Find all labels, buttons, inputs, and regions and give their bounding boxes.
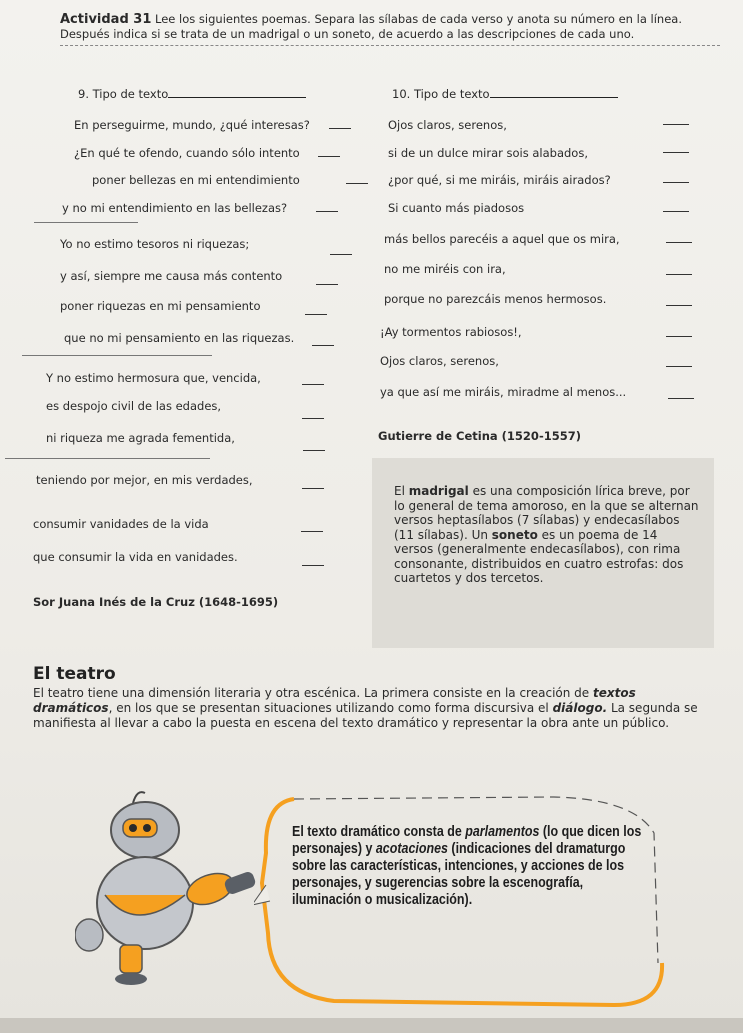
poem-10-verse-3 [388, 173, 611, 187]
para-text: La segunda se manifiesta al llevar a cabo la puesta en escena del texto dramático y representar la obra ante un público. [33, 701, 698, 730]
verse-text: no me miréis con ira, [384, 262, 506, 276]
verse-text: consumir vanidades de la vida [33, 517, 209, 531]
poem-9-type-label: 9. Tipo de texto [78, 87, 169, 101]
definitions-box [372, 458, 714, 648]
syllable-blank[interactable] [301, 531, 323, 532]
poem-10-verse-7 [384, 292, 606, 306]
def-text: es una composición lírica breve, por lo general de tema amoroso, en la que se alternan versos heptasílabos (7 sílabas) y endecasílabos (11 sílabas). Un [394, 484, 699, 542]
syllable-blank[interactable] [666, 305, 692, 306]
poem-10-type-label: 10. Tipo de texto [392, 87, 490, 101]
syllable-blank[interactable] [316, 284, 338, 285]
term-acotaciones: acotaciones [375, 841, 448, 857]
syllable-blank[interactable] [302, 418, 324, 419]
syllable-blank[interactable] [663, 124, 689, 125]
term-dialogo: diálogo. [552, 701, 608, 715]
page-bottom-edge [0, 1018, 743, 1033]
verse-text: ni riqueza me agrada fementida, [46, 431, 235, 445]
syllable-blank[interactable] [312, 345, 334, 346]
syllable-blank[interactable] [316, 211, 338, 212]
syllable-blank[interactable] [666, 274, 692, 275]
activity-title: Actividad 31 [60, 12, 152, 27]
stanza-divider [5, 458, 210, 459]
poem-9-verse-10 [46, 399, 221, 413]
poem-9-verse-6 [60, 269, 282, 283]
verse-text: es despojo civil de las edades, [46, 399, 222, 413]
poem-9-verse-13 [33, 517, 209, 531]
poem-10-verse-8 [380, 325, 522, 339]
poem-9-verse-12 [36, 473, 253, 487]
term-textos-dramaticos: textos dramáticos [33, 686, 636, 715]
poem-10-verse-5 [384, 232, 620, 246]
madrigal-term: madrigal [408, 484, 469, 498]
verse-text: poner riquezas en mi pensamiento [60, 299, 261, 313]
bubble-sentence: (lo que dicen los personajes) y [292, 824, 642, 857]
poem-10-verse-2 [388, 146, 588, 160]
syllable-blank[interactable] [663, 211, 689, 212]
verse-text: si de un dulce mirar sois alabados, [388, 146, 588, 160]
syllable-blank[interactable] [302, 384, 324, 385]
poem-10-verse-10 [380, 385, 626, 399]
poem-10-verse-9 [380, 354, 499, 368]
verse-text: ¡Ay tormentos rabiosos!, [380, 325, 522, 339]
verse-text: ¿En qué te ofendo, cuando sólo intento [74, 146, 300, 160]
definitions-text [394, 484, 699, 586]
syllable-blank[interactable] [302, 488, 324, 489]
syllable-blank[interactable] [346, 183, 368, 184]
poem-10-type-blank[interactable] [490, 87, 618, 98]
verse-text: teniendo por mejor, en mis verdades, [36, 473, 253, 487]
poem-9-verse-4 [62, 201, 287, 215]
verse-text: Si cuanto más piadosos [388, 201, 525, 215]
syllable-blank[interactable] [318, 156, 340, 157]
verse-text: Ojos claros, serenos, [388, 118, 507, 132]
syllable-blank[interactable] [305, 314, 327, 315]
verse-text: ¿por qué, si me miráis, miráis airados? [388, 173, 611, 187]
stanza-divider [34, 222, 138, 223]
def-text: El [394, 484, 409, 498]
syllable-blank[interactable] [302, 565, 324, 566]
para-text: , en los que se presentan situaciones utilizando como forma discursiva el [108, 701, 553, 715]
verse-text: poner bellezas en mi entendimiento [92, 173, 300, 187]
poem-10-verse-1 [388, 118, 507, 132]
poem-9-type-blank[interactable] [168, 87, 306, 98]
term-parlamentos: parlamentos [465, 824, 540, 840]
syllable-blank[interactable] [663, 152, 689, 153]
bubble-sentence: El texto dramático consta de [292, 824, 466, 840]
bubble-sentence: (indicaciones del dramaturgo sobre las características, intenciones, y acciones de los personajes, y sugerencias sobre la escenografía, iluminación o musicalización). [292, 841, 626, 908]
syllable-blank[interactable] [668, 398, 694, 399]
poem-9-verse-1 [74, 118, 310, 132]
syllable-blank[interactable] [666, 242, 692, 243]
verse-text: que consumir la vida en vanidades. [33, 550, 238, 564]
teatro-paragraph [33, 686, 713, 731]
poem-10-verse-4 [388, 201, 524, 215]
poem-9-verse-5 [60, 237, 249, 251]
robot-illustration [75, 785, 265, 985]
verse-text: Y no estimo hermosura que, vencida, [46, 371, 261, 385]
section-title: El teatro [33, 664, 116, 684]
def-text: es un poema de 14 versos (generalmente endecasílabos), con rima consonante, distribuidos en cuatro estrofas: dos cuartetos y dos tercetos. [394, 527, 684, 585]
poem-9-verse-8 [64, 331, 294, 345]
verse-text: Ojos claros, serenos, [380, 354, 499, 368]
poem-10-verse-6 [384, 262, 506, 276]
verse-text: ya que así me miráis, miradme al menos... [380, 385, 627, 399]
syllable-blank[interactable] [303, 450, 325, 451]
poem-9-verse-3 [92, 173, 300, 187]
activity-header [60, 12, 720, 46]
syllable-blank[interactable] [329, 128, 351, 129]
activity-instructions: Lee los siguientes poemas. Separa las sílabas de cada verso y anota su número en la línea. Después indica si se trata de un madrigal o un soneto, de acuerdo a las descripciones de cada uno. [60, 12, 682, 41]
verse-text: En perseguirme, mundo, ¿qué interesas? [74, 118, 310, 132]
poem-9-verse-7 [60, 299, 260, 313]
syllable-blank[interactable] [330, 254, 352, 255]
soneto-term: soneto [491, 527, 538, 542]
verse-text: Yo no estimo tesoros ni riquezas; [60, 237, 250, 251]
para-text: El teatro tiene una dimensión literaria y otra escénica. La primera consiste en la creación de [33, 686, 593, 700]
verse-text: más bellos parecéis a aquel que os mira, [384, 232, 620, 246]
syllable-blank[interactable] [663, 182, 689, 183]
verse-text: porque no parezcáis menos hermosos. [384, 292, 607, 306]
poem-9-verse-9 [46, 371, 261, 385]
bubble-text [292, 824, 645, 909]
poem-9-verse-14 [33, 550, 238, 564]
poem-9-type [78, 87, 306, 101]
verse-text: y así, siempre me causa más contento [60, 269, 283, 283]
poem-10-type [392, 87, 618, 101]
stanza-divider [22, 355, 212, 356]
verse-text: y no mi entendimiento en las bellezas? [62, 201, 288, 215]
syllable-blank[interactable] [666, 336, 692, 337]
verse-text: que no mi pensamiento en las riquezas. [64, 331, 295, 345]
poem-10-author: Gutierre de Cetina (1520-1557) [378, 429, 581, 443]
poem-9-verse-11 [46, 431, 235, 445]
poem-9-verse-2 [74, 146, 300, 160]
poem-9-author: Sor Juana Inés de la Cruz (1648-1695) [33, 595, 279, 609]
syllable-blank[interactable] [666, 366, 692, 367]
